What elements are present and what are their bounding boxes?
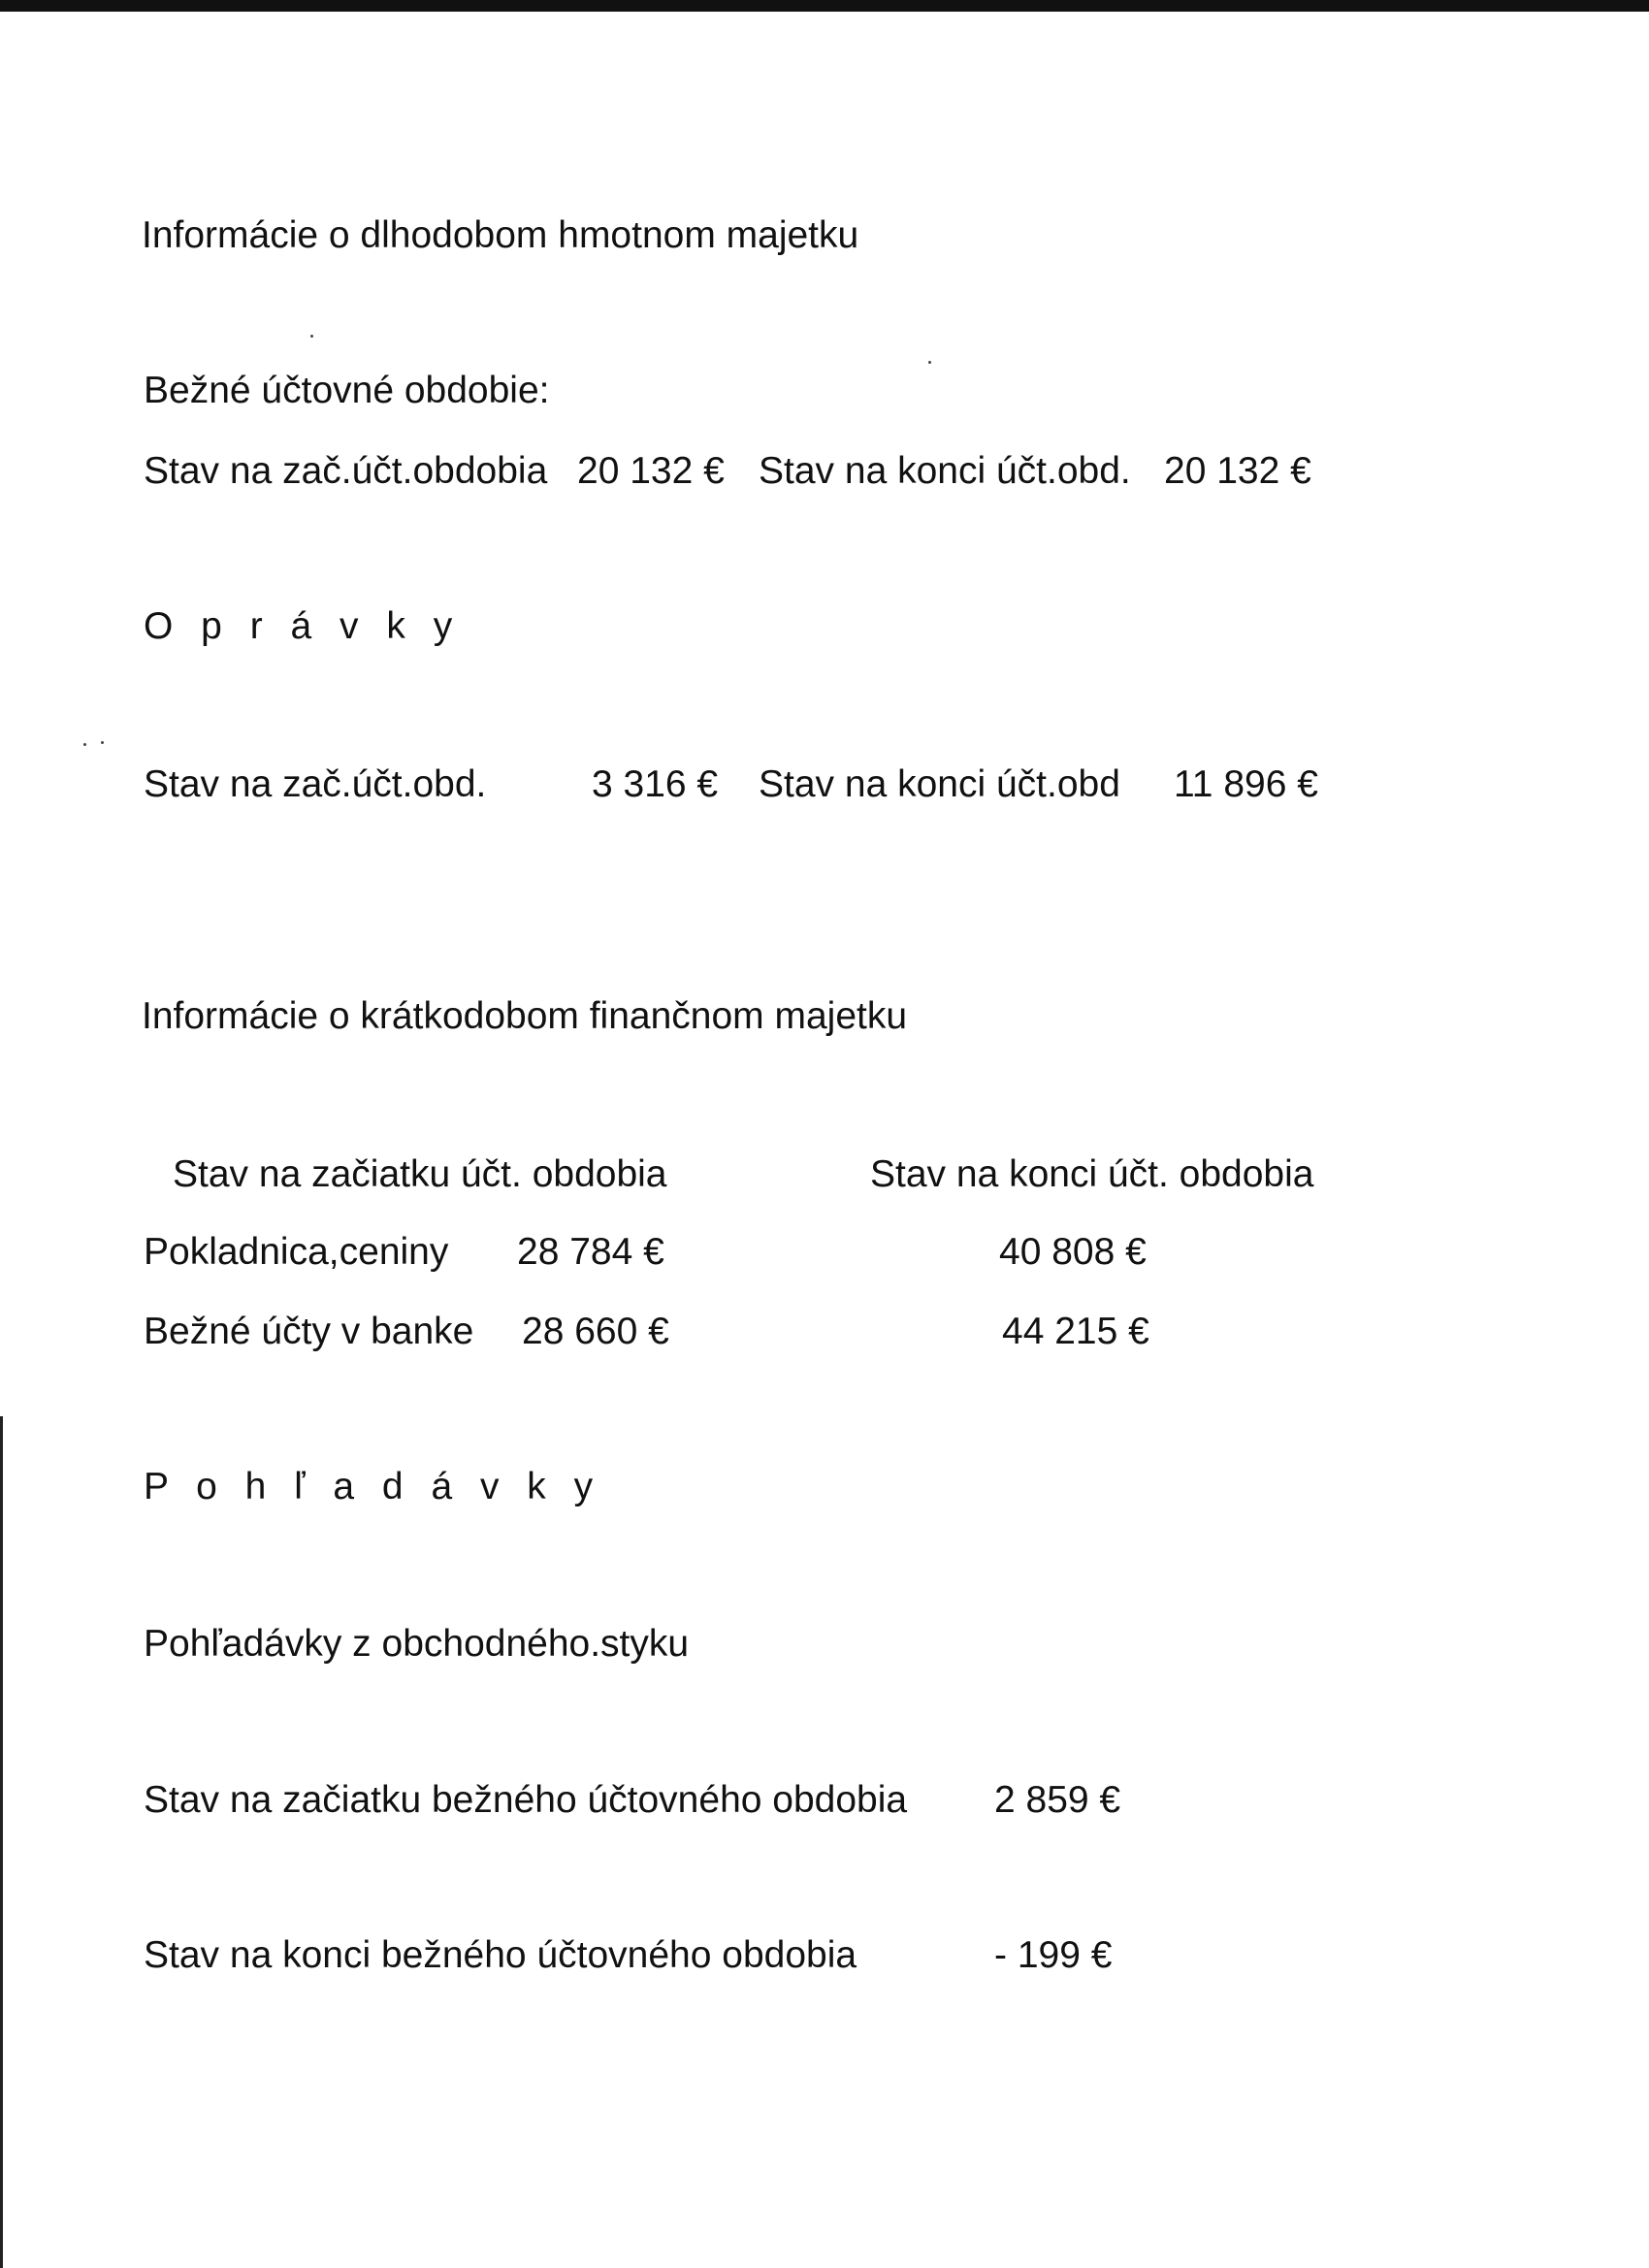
row-bank-start-value: 28 660 € bbox=[522, 1311, 669, 1352]
assets-start-label: Stav na zač.účt.obdobia bbox=[144, 450, 548, 492]
short-term-assets-heading: Informácie o krátkodobom finančnom majetku bbox=[142, 995, 908, 1037]
current-period-label: Bežné účtovné obdobie: bbox=[144, 370, 550, 411]
depreciation-start-value: 3 316 € bbox=[592, 763, 719, 805]
scan-top-border bbox=[0, 0, 1649, 12]
receivables-start-label: Stav na začiatku bežného účtovného obdobia bbox=[144, 1779, 908, 1821]
scan-speck bbox=[310, 335, 313, 338]
long-term-assets-heading: Informácie o dlhodobom hmotnom majetku bbox=[142, 214, 859, 256]
scan-left-border bbox=[0, 1416, 3, 2268]
depreciation-heading: O p r á v k y bbox=[144, 605, 462, 647]
receivables-end-value: - 199 € bbox=[994, 1934, 1113, 1976]
assets-end-value: 20 132 € bbox=[1164, 450, 1311, 492]
receivables-start-value: 2 859 € bbox=[994, 1779, 1121, 1821]
depreciation-end-label: Stav na konci účt.obd bbox=[759, 763, 1120, 805]
scan-speck bbox=[83, 743, 86, 746]
row-cash-start-value: 28 784 € bbox=[517, 1231, 664, 1273]
assets-end-label: Stav na konci účt.obd. bbox=[759, 450, 1131, 492]
row-label-cash: Pokladnica,ceniny bbox=[144, 1231, 449, 1273]
depreciation-end-value: 11 896 € bbox=[1174, 763, 1318, 805]
scan-speck bbox=[101, 741, 104, 744]
assets-start-value: 20 132 € bbox=[577, 450, 725, 492]
scan-speck bbox=[928, 361, 931, 364]
depreciation-start-label: Stav na zač.účt.obd. bbox=[144, 763, 487, 805]
row-cash-end-value: 40 808 € bbox=[999, 1231, 1147, 1273]
column-header-end: Stav na konci účt. obdobia bbox=[870, 1153, 1314, 1195]
column-header-start: Stav na začiatku účt. obdobia bbox=[173, 1153, 667, 1195]
receivables-heading: P o h ľ a d á v k y bbox=[144, 1466, 602, 1507]
receivables-subheading: Pohľadávky z obchodného.styku bbox=[144, 1623, 690, 1665]
row-label-bank: Bežné účty v banke bbox=[144, 1311, 474, 1352]
receivables-end-label: Stav na konci bežného účtovného obdobia bbox=[144, 1934, 857, 1976]
row-bank-end-value: 44 215 € bbox=[1002, 1311, 1149, 1352]
